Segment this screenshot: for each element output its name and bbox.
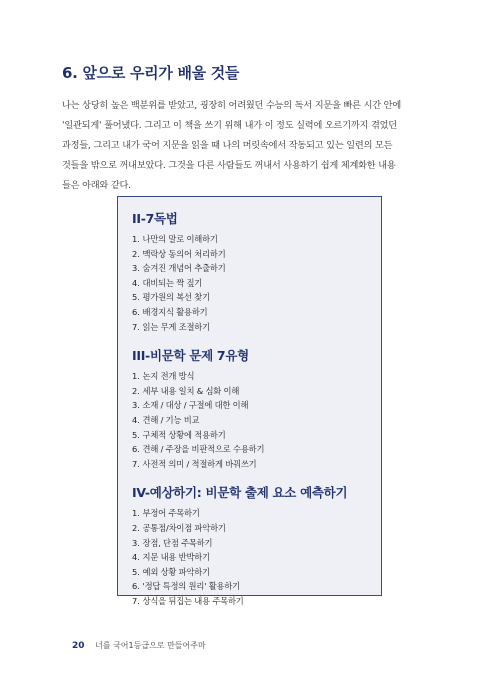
page-number: 20 xyxy=(72,641,85,651)
item-text: 대비되는 짝 짚기 xyxy=(142,277,203,288)
item-number: 2. xyxy=(132,522,140,533)
item-number: 7. xyxy=(132,321,140,332)
item-text: 나만의 말로 이해하기 xyxy=(142,234,218,244)
list-item xyxy=(132,579,367,594)
item-number: 5. xyxy=(132,566,140,577)
item-number: 6. xyxy=(132,444,140,455)
intro-line: 과정들, 그리고 내가 국어 지문을 읽을 때 나의 머릿속에서 작동되고 있는 일련의 모든 xyxy=(62,140,393,151)
group-reading-methods xyxy=(132,209,367,334)
item-text: 예외 상황 파악하기 xyxy=(142,566,210,577)
list-item xyxy=(132,413,367,428)
list-item xyxy=(132,550,367,565)
item-text: 부정어 주목하기 xyxy=(142,508,200,519)
item-text: 배경지식 활용하기 xyxy=(142,306,208,317)
curriculum-box xyxy=(117,196,382,606)
item-text: 사전적 의미 / 적절하게 바꿔쓰기 xyxy=(142,458,257,469)
list-item xyxy=(132,565,367,580)
item-text: 상식을 뒤집는 내용 주목하기 xyxy=(142,595,244,606)
section-title: 6. 앞으로 우리가 배울 것들 xyxy=(62,64,240,82)
list-item xyxy=(132,369,367,384)
item-text: 맥락상 동의어 처리하기 xyxy=(142,248,226,259)
list-item xyxy=(132,232,367,247)
item-number: 3. xyxy=(132,263,140,274)
group-prediction xyxy=(132,483,367,608)
list-item xyxy=(132,442,367,457)
group-question-types xyxy=(132,346,367,471)
intro-paragraph xyxy=(62,96,440,196)
item-list xyxy=(132,369,367,471)
item-text: 구체적 상황에 적용하기 xyxy=(142,429,226,440)
intro-line: 들은 아래와 같다. xyxy=(62,180,131,191)
item-number: 2. xyxy=(132,248,140,259)
item-list xyxy=(132,232,367,334)
list-item xyxy=(132,536,367,551)
item-text: 장점, 단점 주목하기 xyxy=(142,537,213,548)
intro-line: '일관되게' 풀어냈다. 그리고 이 책을 쓰기 위해 내가 이 정도 실력에 오르기까지 겪었던 xyxy=(62,120,397,131)
item-number: 6. xyxy=(132,306,140,317)
item-number: 7. xyxy=(132,595,140,606)
intro-line: 것들을 밖으로 꺼내보았다. 그것을 다른 사람들도 꺼내서 사용하기 쉽게 체계화한 내용 xyxy=(62,160,396,171)
item-number: 6. xyxy=(132,581,140,592)
list-item xyxy=(132,506,367,521)
item-text: 세부 내용 일치 & 심화 이해 xyxy=(142,385,240,396)
item-number: 4. xyxy=(132,414,140,425)
page-footer xyxy=(72,640,206,651)
item-text: 견해 / 기능 비교 xyxy=(142,414,200,425)
list-item xyxy=(132,398,367,413)
item-text: 견해 / 주장을 비판적으로 수용하기 xyxy=(142,444,265,455)
item-text: 공통점/차이점 파악하기 xyxy=(142,522,226,533)
item-text: 소재 / 대상 / 구절에 대한 이해 xyxy=(142,400,249,411)
list-item xyxy=(132,290,367,305)
item-number: 2. xyxy=(132,385,140,396)
group-title: II-7독법 xyxy=(132,211,178,226)
item-number: 5. xyxy=(132,429,140,440)
item-text: 논지 전개 방식 xyxy=(142,371,195,382)
item-text: 평가원의 복선 찾기 xyxy=(142,292,210,303)
item-text: 숨겨진 개념어 추출하기 xyxy=(142,263,226,274)
group-title: IV-예상하기: 비문학 출제 요소 예측하기 xyxy=(132,485,348,501)
list-item xyxy=(132,428,367,443)
item-number: 4. xyxy=(132,552,140,563)
group-title: III-비문학 문제 7유형 xyxy=(132,348,249,364)
item-number: 5. xyxy=(132,292,140,303)
list-item xyxy=(132,320,367,335)
list-item xyxy=(132,457,367,472)
item-text: '정답 특정의 원리' 활용하기 xyxy=(142,581,240,592)
list-item xyxy=(132,305,367,320)
item-list xyxy=(132,506,367,608)
item-number: 3. xyxy=(132,400,140,411)
item-number: 1. xyxy=(132,371,140,382)
item-number: 1. xyxy=(132,234,140,244)
list-item xyxy=(132,247,367,262)
list-item xyxy=(132,384,367,399)
item-number: 7. xyxy=(132,458,140,469)
item-number: 4. xyxy=(132,277,140,288)
list-item xyxy=(132,521,367,536)
book-title: 너를 국어1등급으로 만들어주마 xyxy=(95,641,206,650)
list-item xyxy=(132,261,367,276)
list-item xyxy=(132,594,367,609)
item-number: 1. xyxy=(132,508,140,519)
intro-line: 나는 상당히 높은 백분위를 받았고, 굉장히 어려웠던 수능의 독서 지문을 빠른 시간 안에 xyxy=(62,100,401,111)
item-text: 지문 내용 반박하기 xyxy=(142,552,210,563)
item-number: 3. xyxy=(132,537,140,548)
list-item xyxy=(132,276,367,291)
item-text: 읽는 무게 조절하기 xyxy=(142,321,210,332)
